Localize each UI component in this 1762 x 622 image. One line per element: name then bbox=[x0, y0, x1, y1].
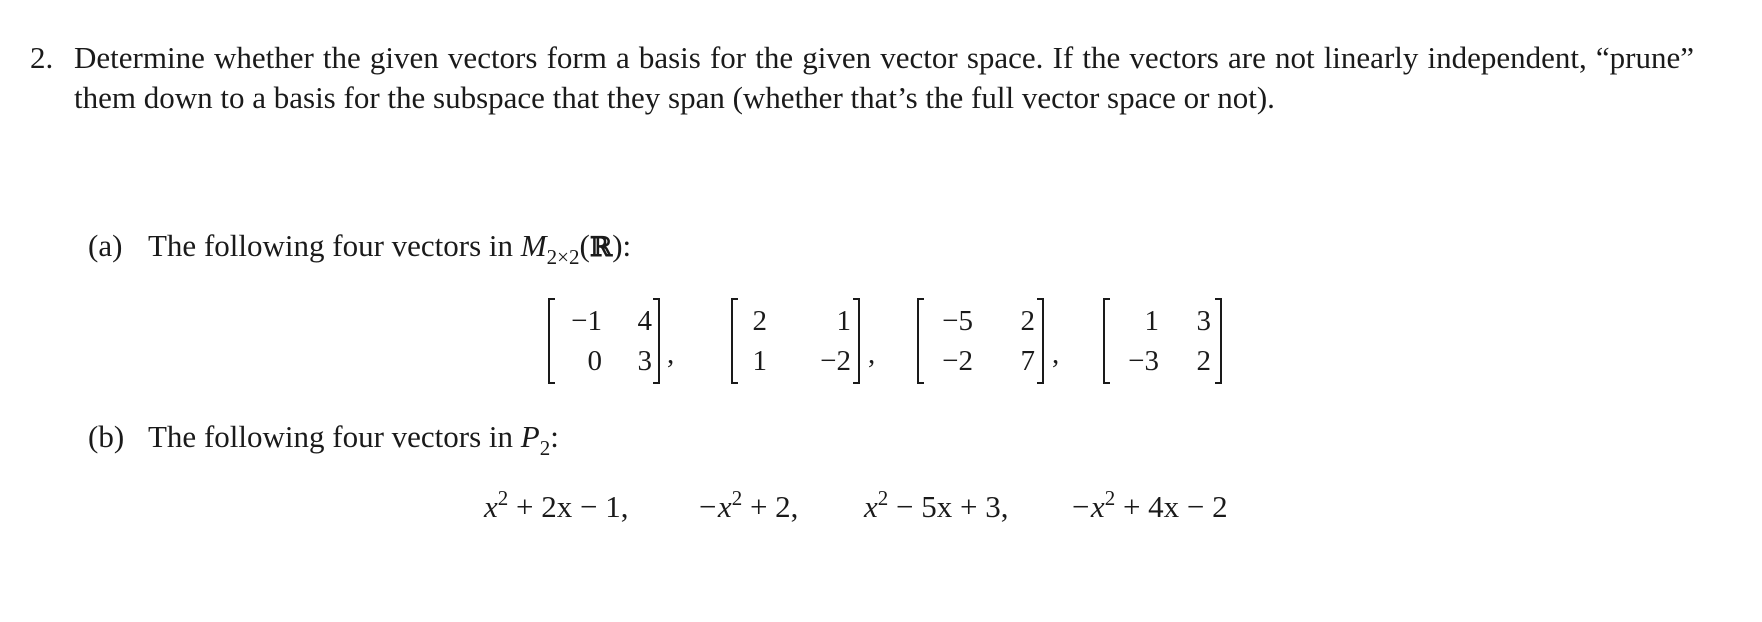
matrix-4 bbox=[1103, 298, 1222, 384]
polynomial-4-rest: + 4x − 2 bbox=[1115, 489, 1228, 524]
matrix-separator-1: , bbox=[667, 338, 675, 370]
matrix-1-a22: 3 bbox=[637, 345, 652, 377]
matrix-separator-3: , bbox=[1052, 338, 1060, 370]
matrix-1-a21: 0 bbox=[587, 345, 602, 377]
space-m-field: ℝ bbox=[589, 232, 613, 263]
matrix-separator-2: , bbox=[868, 338, 876, 370]
matrix-1-right-bracket bbox=[653, 298, 660, 384]
polynomial-3-rest: − 5x + 3, bbox=[888, 489, 1009, 524]
part-b-label: (b) bbox=[88, 419, 125, 454]
matrix-3-a11: −5 bbox=[942, 305, 973, 337]
matrix-4-right-bracket bbox=[1215, 298, 1222, 384]
matrix-4-a21: −3 bbox=[1128, 345, 1159, 377]
part-b-heading bbox=[88, 417, 559, 460]
matrix-2-a12: 1 bbox=[836, 305, 851, 337]
problem-text: Determine whether the given vectors form a basis for the given vector space. If the vectors are not linearly independent, “prune” them down to a basis for the subspace that they span (whether that’s the full vector space or not). bbox=[74, 40, 1694, 115]
matrix-4-left-bracket bbox=[1103, 298, 1110, 384]
matrix-4-a11: 1 bbox=[1144, 305, 1159, 337]
matrix-2-a22: −2 bbox=[820, 345, 851, 377]
matrix-4-a22: 2 bbox=[1196, 345, 1211, 377]
space-m-open: ( bbox=[579, 228, 590, 263]
part-b-text: The following four vectors in bbox=[148, 419, 521, 454]
part-a-heading bbox=[88, 226, 631, 269]
matrix-2-a11: 2 bbox=[752, 305, 767, 337]
polynomial-3-lead: x bbox=[864, 489, 878, 524]
space-p-subscript: 2 bbox=[539, 436, 551, 460]
space-p-letter: P bbox=[520, 419, 540, 454]
polynomial-4 bbox=[1070, 487, 1228, 527]
space-m-letter: M bbox=[520, 228, 547, 263]
space-m-close: ): bbox=[612, 228, 632, 263]
matrix-2 bbox=[731, 298, 860, 384]
matrix-3 bbox=[917, 298, 1044, 384]
matrix-3-right-bracket bbox=[1037, 298, 1044, 384]
matrix-1 bbox=[548, 298, 660, 384]
matrix-3-a21: −2 bbox=[942, 345, 973, 377]
matrix-1-a11: −1 bbox=[571, 305, 602, 337]
matrix-3-left-bracket bbox=[917, 298, 924, 384]
matrix-2-a21: 1 bbox=[752, 345, 767, 377]
problem-number: 2. bbox=[30, 40, 54, 75]
polynomial-4-exponent: 2 bbox=[1104, 486, 1116, 510]
space-m-subscript: 2×2 bbox=[546, 245, 580, 269]
part-a-label: (a) bbox=[88, 228, 123, 263]
matrix-3-a12: 2 bbox=[1020, 305, 1035, 337]
polynomial-2-lead: −x bbox=[697, 489, 732, 524]
space-p-close: : bbox=[550, 419, 559, 454]
polynomial-2-rest: + 2, bbox=[742, 489, 799, 524]
polynomial-1-rest: + 2x − 1, bbox=[508, 489, 629, 524]
polynomial-1-exponent: 2 bbox=[497, 486, 509, 510]
polynomial-4-lead: −x bbox=[1070, 489, 1105, 524]
problem-statement bbox=[30, 38, 1730, 118]
part-a-text: The following four vectors in bbox=[148, 228, 521, 263]
polynomial-2 bbox=[697, 487, 798, 527]
matrix-3-a22: 7 bbox=[1020, 345, 1035, 377]
matrix-2-right-bracket bbox=[853, 298, 860, 384]
polynomial-1-lead: x bbox=[484, 489, 498, 524]
matrix-4-a12: 3 bbox=[1196, 305, 1211, 337]
polynomial-1 bbox=[484, 487, 628, 527]
polynomial-2-exponent: 2 bbox=[731, 486, 743, 510]
polynomial-3 bbox=[864, 487, 1008, 527]
matrix-1-a12: 4 bbox=[637, 305, 652, 337]
polynomial-3-exponent: 2 bbox=[877, 486, 889, 510]
